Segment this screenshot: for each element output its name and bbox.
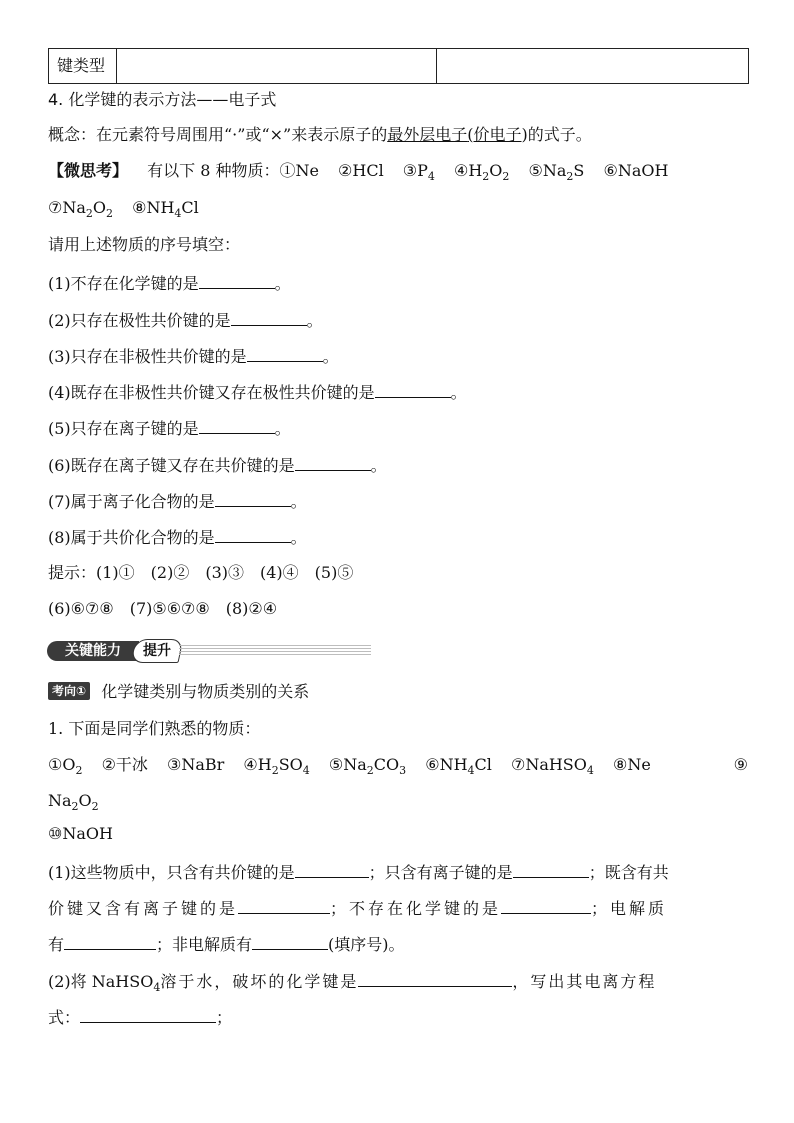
answer-blank[interactable]: [64, 933, 156, 950]
key-ability-banner: [47, 639, 371, 663]
substance-item: $Na_2O_2$: [48, 791, 99, 814]
table-header-cell: 键类型: [49, 49, 117, 84]
bond-type-table: [48, 48, 749, 84]
banner-label: 关键能力: [47, 641, 139, 661]
substance-item: $④H_2O_2$: [454, 161, 510, 184]
substance-item: $⑦Na_2O_2$: [48, 198, 114, 221]
micro-think-line-2: [48, 198, 199, 221]
answer-blank[interactable]: [199, 417, 275, 434]
q1-intro: 1. 下面是同学们熟悉的物质：: [48, 719, 261, 738]
question-2: (2)只存在极性共价键的是 。: [48, 311, 323, 330]
micro-think-tag: 【微思考】: [48, 161, 129, 180]
substance-item: ②干冰: [101, 755, 148, 774]
concept-text-end: )的式子。: [521, 125, 592, 144]
substance-item: $⑤Na_2CO_3$: [328, 755, 407, 778]
answer-blank[interactable]: [295, 861, 369, 878]
answer-blank[interactable]: [252, 933, 328, 950]
substance-item: ③NaBr: [167, 755, 225, 774]
table-cell: [117, 49, 437, 84]
substance-item: $④H_2SO_4$: [243, 755, 310, 778]
table-cell: [437, 49, 749, 84]
question-8: (8)属于共价化合物的是 。: [48, 528, 307, 547]
q1-part2-line2: 式： ；: [48, 1008, 233, 1027]
q1-part1-line3: 有 ；非电解质有 (填序号)。: [48, 935, 405, 954]
question-6: (6)既存在离子键又存在共价键的是 。: [48, 456, 387, 475]
answer-blank[interactable]: [375, 381, 451, 398]
substance-item: ①Ne: [279, 161, 319, 180]
hint-line-2: (6)⑥⑦⑧ (7)⑤⑥⑦⑧ (8)②④: [48, 599, 278, 618]
q1-part1-line1: (1)这些物质中，只含有共价键的是 ；只含有离子键的是 ；既含有共: [48, 863, 669, 882]
section-title: 4. 化学键的表示方法——电子式: [48, 90, 277, 109]
substance-item: $⑥NH_4Cl$: [425, 755, 492, 778]
substance-item: $①O_2$: [48, 755, 83, 778]
answer-blank[interactable]: [215, 490, 291, 507]
question-4: (4)既存在非极性共价键又存在极性共价键的是 。: [48, 383, 467, 402]
substance-item: $⑤Na_2S$: [528, 161, 585, 184]
question-3: (3)只存在非极性共价键的是 。: [48, 347, 339, 366]
substance-item: ⑥NaOH: [603, 161, 669, 180]
substance-item: ⑦NaHSO$_4$: [510, 755, 594, 778]
substance-item: ⑩NaOH: [48, 824, 113, 843]
fill-intro: 请用上述物质的序号填空：: [48, 235, 241, 254]
banner-stripes: [179, 645, 371, 657]
answer-blank[interactable]: [231, 309, 307, 326]
concept-text: 概念：在元素符号周围用“·”或“×”来表示原子的: [48, 125, 388, 144]
substance-item: $③P_4$: [402, 161, 435, 184]
answer-blank[interactable]: [238, 897, 330, 914]
answer-blank[interactable]: [80, 1006, 216, 1023]
substance-item: ⑧Ne: [612, 755, 651, 774]
answer-blank[interactable]: [501, 897, 591, 914]
answer-blank[interactable]: [247, 345, 323, 362]
question-7: (7)属于离子化合物的是 。: [48, 492, 307, 511]
answer-blank[interactable]: [358, 970, 512, 987]
answer-blank[interactable]: [513, 861, 589, 878]
concept-paren: (: [467, 125, 474, 144]
question-5: (5)只存在离子键的是 。: [48, 419, 291, 438]
substance-item: ⑨: [733, 755, 748, 774]
q1-part1-line2: 价键又含有离子键的是 ；不存在化学键的是 ；电解质: [48, 899, 668, 918]
micro-think-intro: 有以下 8 种物质：: [147, 161, 280, 180]
hint-line-1: 提示：(1)① (2)② (3)③ (4)④ (5)⑤: [48, 563, 354, 582]
answer-blank[interactable]: [295, 454, 371, 471]
kaoxiang-heading: [48, 682, 309, 702]
substance-item: ②HCl: [338, 161, 384, 180]
answer-blank[interactable]: [215, 526, 291, 543]
concept-underline-1: 最外层电子: [387, 125, 468, 144]
q1-part2-line1: (2)将 NaHSO$_4$溶于水，破坏的化学键是 ，写出其电离方程: [48, 972, 657, 995]
kaoxiang-badge: 考向①: [48, 682, 90, 700]
micro-think-line: [48, 161, 669, 184]
substance-item: $⑧NH_4Cl$: [132, 198, 199, 221]
concept-line: [48, 125, 592, 145]
banner-tip: 提升: [130, 639, 183, 663]
question-1: (1)不存在化学键的是 。: [48, 274, 291, 293]
q1-substances: [48, 755, 748, 778]
concept-underline-2: 价电子: [473, 125, 522, 144]
answer-blank[interactable]: [199, 272, 275, 289]
kaoxiang-title: 化学键类别与物质类别的关系: [101, 682, 310, 701]
